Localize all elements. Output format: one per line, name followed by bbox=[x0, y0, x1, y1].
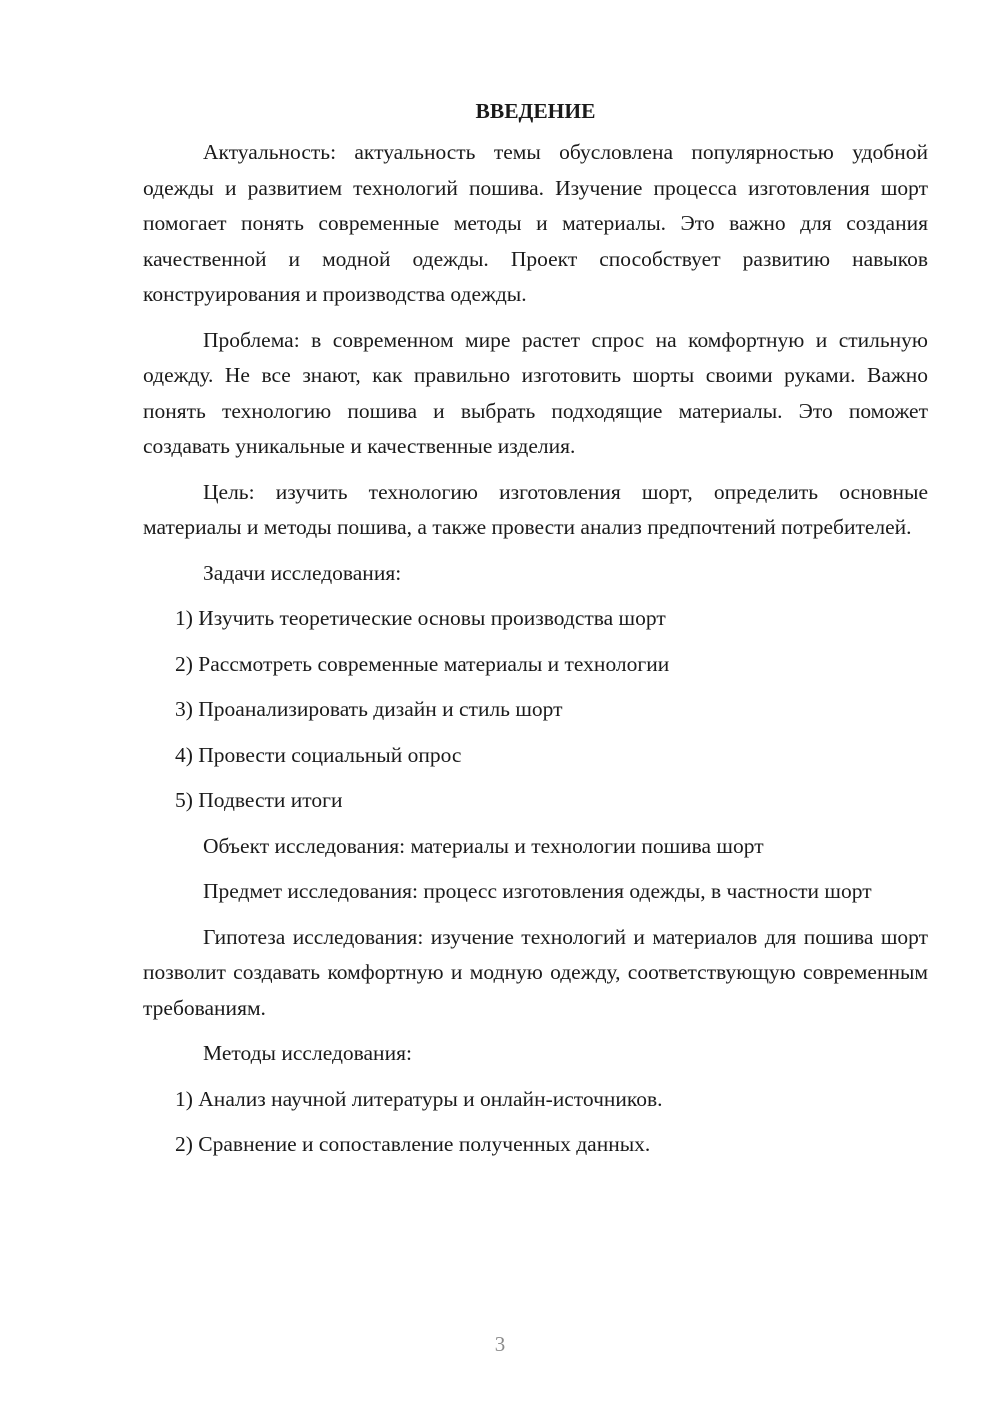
task-item: 4) Провести социальный опрос bbox=[175, 742, 462, 767]
problem-paragraph: Проблема: в современном мире растет спрос на комфортную и стильную одежду. Не все знают, как правильно изготовить шорты своими руками. Важно понять технологию пошива и выбрать подходящие материалы. Это поможет создавать уникальные и качественные изделия. bbox=[143, 327, 928, 458]
relevance-paragraph: Актуальность: актуальность темы обусловлена популярностью удобной одежды и развитием технологий пошива. Изучение процесса изготовления шорт помогает понять современные методы и материалы. Это важно для создания качественной и модной одежды. Проект способствует развитию навыков конструирования и производства одежды. bbox=[143, 140, 928, 306]
section-title: ВВЕДЕНИЕ bbox=[475, 99, 596, 123]
subject-paragraph: Предмет исследования: процесс изготовления одежды, в частности шорт bbox=[203, 879, 872, 903]
tasks-list bbox=[143, 601, 928, 819]
method-item: 1) Анализ научной литературы и онлайн-источников. bbox=[175, 1086, 663, 1111]
task-item: 2) Рассмотреть современные материалы и технологии bbox=[175, 651, 670, 676]
task-item: 1) Изучить теоретические основы производства шорт bbox=[175, 606, 666, 630]
object-paragraph: Объект исследования: материалы и технологии пошива шорт bbox=[203, 833, 764, 858]
methods-heading: Методы исследования: bbox=[203, 1041, 412, 1065]
task-item: 3) Проанализировать дизайн и стиль шорт bbox=[175, 697, 563, 721]
document-page bbox=[143, 95, 928, 1173]
hypothesis-paragraph: Гипотеза исследования: изучение технологий и материалов для пошива шорт позволит создавать комфортную и модную одежду, соответствующую современным требованиям. bbox=[143, 924, 928, 1020]
method-item: 2) Сравнение и сопоставление полученных данных. bbox=[175, 1132, 651, 1156]
task-item: 5) Подвести итоги bbox=[175, 788, 343, 812]
goal-paragraph: Цель: изучить технологию изготовления шорт, определить основные материалы и методы пошива, а также провести анализ предпочтений потребителей. bbox=[143, 479, 928, 539]
tasks-heading: Задачи исследования: bbox=[203, 560, 402, 585]
page-number: 3 bbox=[494, 1332, 506, 1356]
methods-list bbox=[143, 1082, 928, 1163]
